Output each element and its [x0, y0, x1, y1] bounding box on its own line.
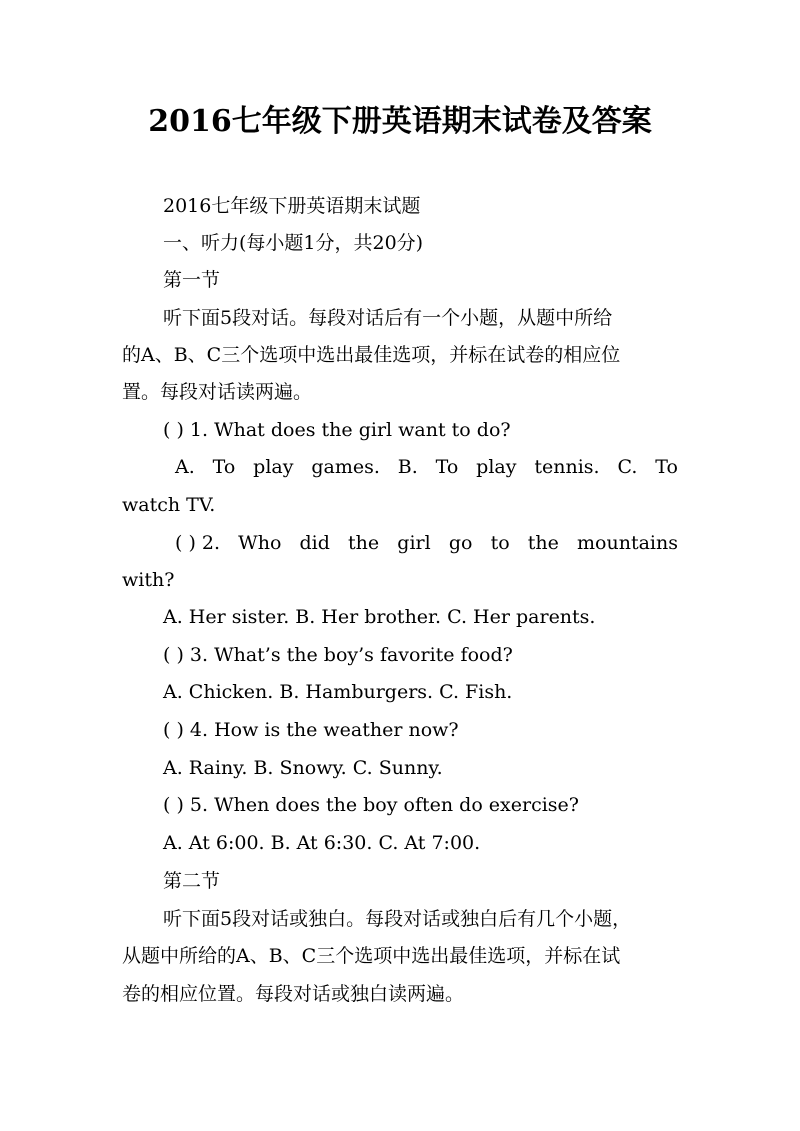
question-1-stem: ( ) 1. What does the girl want to do? [163, 419, 511, 441]
question-4-options: A. Rainy. B. Snowy. C. Sunny. [163, 757, 443, 779]
part1-instructions-line: 置。每段对话读两遍。 [122, 381, 313, 403]
part1-instructions-line: 的A、B、C三个选项中选出最佳选项，并标在试卷的相应位 [122, 344, 621, 366]
question-3-stem: ( ) 3. What’s the boy’s favorite food? [163, 644, 513, 666]
question-4-stem: ( ) 4. How is the weather now? [163, 719, 459, 741]
part2-heading: 第二节 [163, 870, 221, 892]
question-1-options: A. To play games. B. To play tennis. C. To [175, 456, 678, 478]
section1-heading: 一、听力(每小题1分，共20分) [163, 232, 424, 254]
question-2-stem-continued: with? [122, 569, 175, 591]
part2-instructions-line: 卷的相应位置。每段对话或独白读两遍。 [122, 983, 465, 1005]
question-1-options-continued: watch TV. [122, 494, 216, 516]
document-title: 2016七年级下册英语期末试卷及答案 [148, 104, 652, 139]
part1-heading: 第一节 [163, 269, 221, 291]
exam-subtitle: 2016七年级下册英语期末试题 [163, 195, 421, 217]
part2-instructions-line: 听下面5段对话或独白。每段对话或独白后有几个小题， [163, 908, 632, 930]
question-2-options: A. Her sister. B. Her brother. C. Her parents. [163, 606, 596, 628]
question-2-stem: ( ) 2. Who did the girl go to the mountains [175, 532, 678, 554]
question-5-stem: ( ) 5. When does the boy often do exercise? [163, 794, 579, 816]
part1-instructions-line: 听下面5段对话。每段对话后有一个小题，从题中所给 [163, 307, 613, 329]
question-5-options: A. At 6:00. B. At 6:30. C. At 7:00. [163, 832, 481, 854]
question-3-options: A. Chicken. B. Hamburgers. C. Fish. [163, 681, 513, 703]
part2-instructions-line: 从题中所给的A、B、C三个选项中选出最佳选项，并标在试 [122, 945, 621, 967]
